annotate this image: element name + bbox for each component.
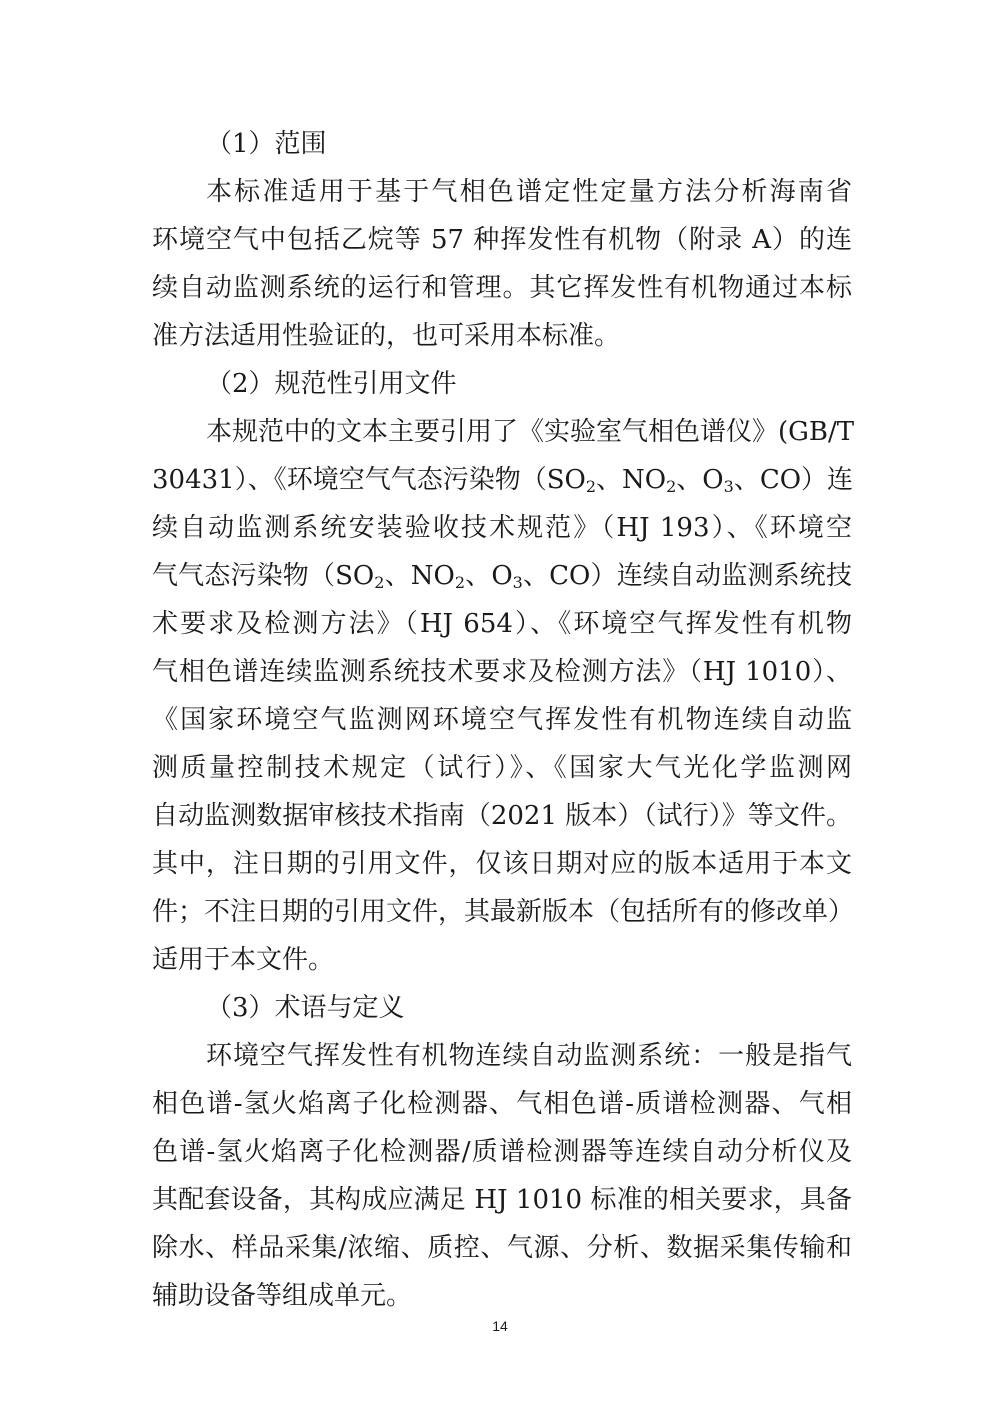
paragraph-line-chemistry: 气气态污染物（$SO_2$、$NO_2$、$O_3$、CO）连续自动监测系统技 (152, 561, 852, 592)
paragraph-line: 环境空气中包括乙烷等 57 种挥发性有机物（附录 A）的连 (152, 225, 852, 255)
paragraph-line: 本规范中的文本主要引用了《实验室气相色谱仪》(GB/T (206, 417, 855, 447)
paragraph-line: 续自动监测系统安装验收技术规范》（HJ 193）、《环境空 (152, 513, 852, 543)
paragraph-line: 自动监测数据审核技术指南（2021 版本）（试行）》等文件。 (152, 801, 852, 831)
paragraph-line: 件；不注日期的引用文件，其最新版本（包括所有的修改单） (152, 897, 855, 927)
paragraph-line: 《国家环境空气监测网环境空气挥发性有机物连续自动监 (152, 705, 852, 735)
paragraph-line: 气相色谱连续监测系统技术要求及检测方法》（HJ 1010）、 (152, 657, 852, 687)
paragraph-line: 续自动监测系统的运行和管理。其它挥发性有机物通过本标 (152, 273, 852, 303)
paragraph-line: 术要求及检测方法》（HJ 654）、《环境空气挥发性有机物 (152, 609, 852, 639)
section-heading-terms-definitions: （3）术语与定义 (206, 993, 405, 1023)
paragraph-line: 准方法适用性验证的，也可采用本标准。 (152, 321, 621, 351)
page-number: 14 (492, 1318, 508, 1334)
section-heading-normative-references: （2）规范性引用文件 (206, 369, 457, 399)
paragraph-line: 测质量控制技术规定（试行）》、《国家大气光化学监测网 (152, 753, 852, 783)
paragraph-line: 其配套设备，其构成应满足 HJ 1010 标准的相关要求，具备 (152, 1185, 852, 1215)
paragraph-line: 适用于本文件。 (152, 945, 335, 975)
paragraph-line: 其中，注日期的引用文件，仅该日期对应的版本适用于本文 (152, 849, 852, 879)
paragraph-line: 辅助设备等组成单元。 (152, 1281, 413, 1311)
paragraph-line: 除水、样品采集/浓缩、质控、气源、分析、数据采集传输和 (152, 1233, 852, 1263)
paragraph-line-chemistry: 30431）、《环境空气气态污染物（$SO_2$、$NO_2$、$O_3$、CO）连 (152, 465, 854, 496)
section-heading-scope: （1）范围 (206, 129, 327, 159)
paragraph-line: 环境空气挥发性有机物连续自动监测系统：一般是指气 (206, 1041, 852, 1071)
paragraph-line: 色谱-氢火焰离子化检测器/质谱检测器等连续自动分析仪及 (152, 1137, 852, 1167)
paragraph-line: 本标准适用于基于气相色谱定性定量方法分析海南省 (206, 177, 852, 207)
paragraph-line: 相色谱-氢火焰离子化检测器、气相色谱-质谱检测器、气相 (152, 1089, 852, 1119)
